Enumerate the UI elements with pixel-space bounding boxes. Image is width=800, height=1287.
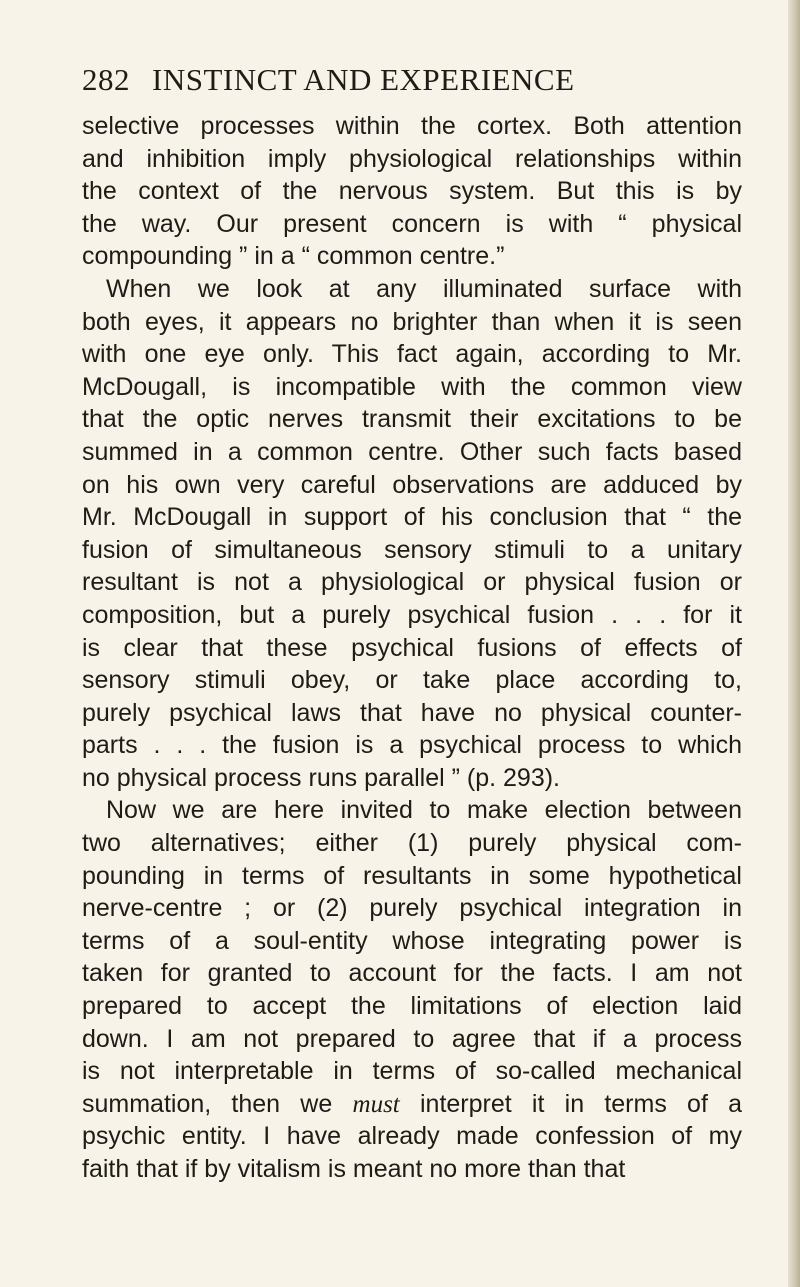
text-line: is clear that these psychical fusions of effects of <box>82 633 742 662</box>
text-line: faith that if by vitalism is meant no more than that <box>82 1155 626 1183</box>
text-line: summed in a common centre. Other such facts based <box>82 437 742 466</box>
text-segment: interpret it in terms of a <box>419 1089 742 1118</box>
paragraph-start-line: Now we are here invited to make election between <box>106 796 742 825</box>
text-line: composition, but a purely psychical fusion . . . for it <box>82 600 742 629</box>
text-line: parts . . . the fusion is a psychical process to which <box>82 731 742 760</box>
text-line: Mr. McDougall in support of his conclusion that “ the <box>82 503 742 532</box>
text-line: and inhibition imply physiological relationships within <box>82 144 742 173</box>
text-line <box>82 1088 742 1121</box>
body-text <box>82 110 742 1186</box>
text-line: purely psychical laws that have no physical counter- <box>82 698 742 727</box>
text-line: prepared to accept the limitations of election laid <box>82 992 742 1021</box>
running-title: INSTINCT AND EXPERIENCE <box>152 62 575 97</box>
text-line: terms of a soul-entity whose integrating power is <box>82 926 742 955</box>
text-line: McDougall, is incompatible with the common view <box>82 372 742 401</box>
text-line: with one eye only. This fact again, according to Mr. <box>82 340 742 369</box>
text-line: resultant is not a physiological or physical fusion or <box>82 568 742 597</box>
text-line: no physical process runs parallel ” (p. 293). <box>82 763 561 792</box>
text-line: on his own very careful observations are adduced by <box>82 470 742 499</box>
text-line: nerve-centre ; or (2) purely psychical integration in <box>82 894 742 923</box>
text-line: the way. Our present concern is with “ physical <box>82 209 742 238</box>
text-line: compounding ” in a “ common centre.” <box>82 242 505 271</box>
text-line: the context of the nervous system. But this is by <box>82 177 742 206</box>
text-line: down. I am not prepared to agree that if a process <box>82 1024 742 1053</box>
text-line: both eyes, it appears no brighter than when it is seen <box>82 307 742 336</box>
text-line: two alternatives; either (1) purely physical com- <box>82 829 742 858</box>
paragraph-start-line: When we look at any illuminated surface with <box>106 274 742 303</box>
text-line: fusion of simultaneous sensory stimuli to a unitary <box>82 535 742 564</box>
text-line: sensory stimuli obey, or take place according to, <box>82 666 742 695</box>
text-line: selective processes within the cortex. Both attention <box>82 112 742 140</box>
text-line: taken for granted to account for the facts. I am not <box>82 959 742 988</box>
page-number: 282 <box>82 62 130 97</box>
page-edge <box>788 0 800 1287</box>
running-header <box>82 62 722 98</box>
text-line: that the optic nerves transmit their excitations to be <box>82 405 742 434</box>
text-line: psychic entity. I have already made confession of my <box>82 1122 742 1151</box>
italic-emphasis: must <box>352 1090 400 1118</box>
text-segment: summation, then we <box>82 1089 333 1118</box>
text-line: pounding in terms of resultants in some hypothetical <box>82 861 742 890</box>
text-line: is not interpretable in terms of so-called mechanical <box>82 1057 742 1086</box>
